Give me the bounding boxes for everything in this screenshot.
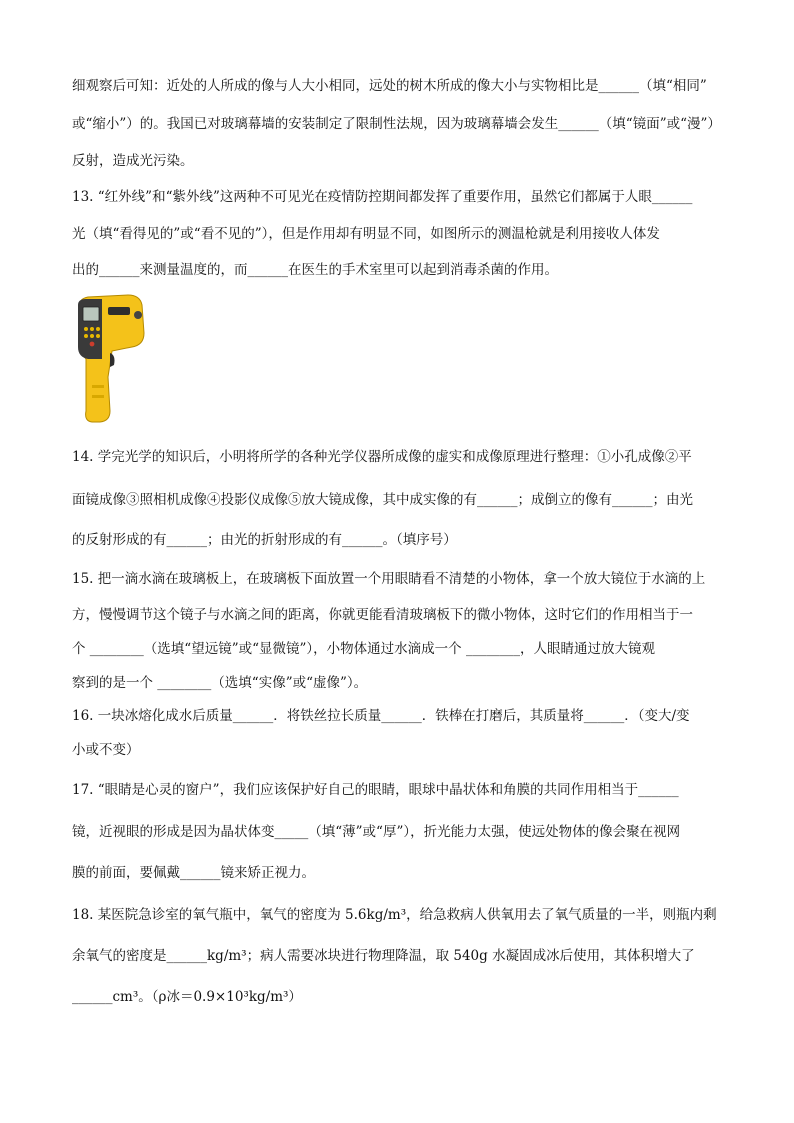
thermometer-gun-image bbox=[74, 293, 146, 425]
text-line: 或“缩小”）的。我国已对玻璃幕墙的安装制定了限制性法规，因为玻璃幕墙会发生______（填“镜面”或“漫”） bbox=[72, 116, 721, 132]
text-line: 出的______来测量温度的，而______在医生的手术室里可以起到消毒杀菌的作用。 bbox=[72, 262, 558, 278]
text-line: 面镜成像③照相机成像④投影仪成像⑤放大镜成像，其中成实像的有______；成倒立的像有______；由光 bbox=[72, 492, 693, 508]
question-14-line: 14. 学完光学的知识后，小明将所学的各种光学仪器所成像的虚实和成像原理进行整理：①小孔成像②平 bbox=[72, 449, 692, 465]
text-line: 余氧气的密度是______kg/m³；病人需要冰块进行物理降温，取 540g 水凝固成冰后使用，其体积增大了 bbox=[72, 948, 695, 964]
question-18-line: 18. 某医院急诊室的氧气瓶中，氧气的密度为 5.6kg/m³，给急救病人供氧用去了氧气质量的一半，则瓶内剩 bbox=[72, 907, 717, 923]
question-16-line: 16. 一块冰熔化成水后质量______．将铁丝拉长质量______．铁棒在打磨后，其质量将______．（变大/变 bbox=[72, 708, 690, 724]
text-line: 膜的前面，要佩戴______镜来矫正视力。 bbox=[72, 865, 315, 881]
text-line: 小或不变） bbox=[72, 742, 140, 758]
question-15-line: 15. 把一滴水滴在玻璃板上，在玻璃板下面放置一个用眼睛看不清楚的小物体，拿一个放大镜位于水滴的上 bbox=[72, 571, 706, 587]
question-13-line: 13. “红外线”和“紫外线”这两种不可见光在疫情防控期间都发挥了重要作用，虽然它们都属于人眼______ bbox=[72, 189, 693, 205]
question-17-line: 17. “眼睛是心灵的窗户”，我们应该保护好自己的眼睛，眼球中晶状体和角膜的共同作用相当于______ bbox=[72, 782, 679, 798]
text-line: 的反射形成的有______；由光的折射形成的有______。（填序号） bbox=[72, 532, 457, 548]
text-line: 细观察后可知：近处的人所成的像与人大小相同，远处的树木所成的像大小与实物相比是______（填“相同” bbox=[72, 78, 707, 94]
text-line: 镜，近视眼的形成是因为晶状体变_____（填“薄”或“厚”），折光能力太强，使远处物体的像会聚在视网 bbox=[72, 824, 681, 840]
text-line: ______cm³。（ρ冰＝0.9×10³kg/m³） bbox=[72, 989, 302, 1005]
text-line: 反射，造成光污染。 bbox=[72, 153, 194, 169]
text-line: 个 ________（选填“望远镜”或“显微镜”），小物体通过水滴成一个 ________，人眼睛通过放大镜观 bbox=[72, 641, 655, 657]
text-line: 察到的是一个 ________（选填“实像”或“虚像”）。 bbox=[72, 675, 368, 691]
text-line: 光（填“看得见的”或“看不见的”），但是作用却有明显不同，如图所示的测温枪就是利用接收人体发 bbox=[72, 226, 660, 242]
text-line: 方，慢慢调节这个镜子与水滴之间的距离，你就更能看清玻璃板下的微小物体，这时它们的作用相当于一 bbox=[72, 607, 693, 623]
